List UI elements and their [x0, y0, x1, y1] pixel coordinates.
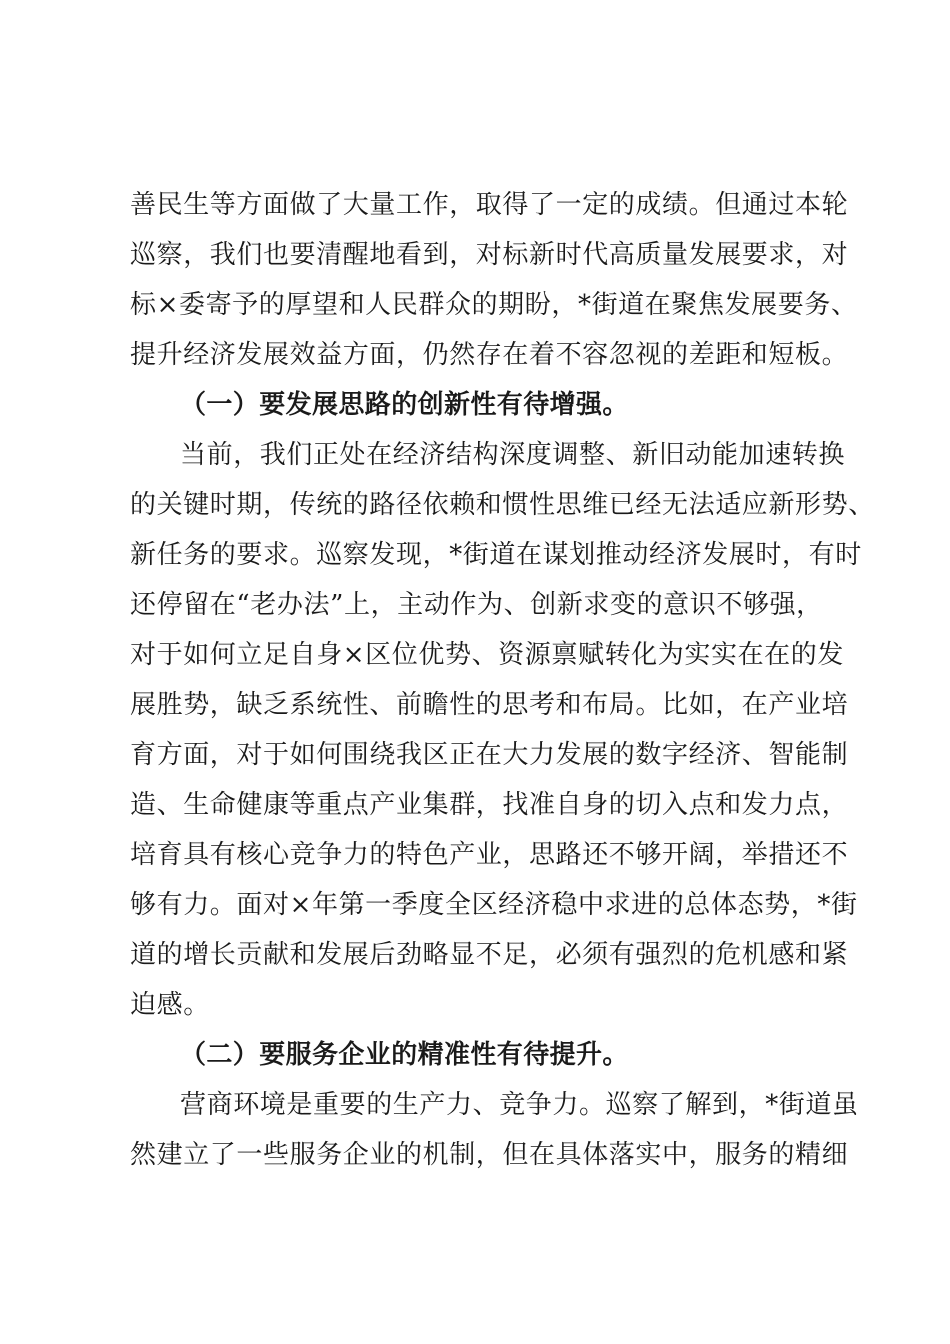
body-line: 然建立了一些服务企业的机制，但在具体落实中，服务的精细	[130, 1140, 849, 1170]
body-line: 够有力。面对×年第一季度全区经济稳中求进的总体态势，*街	[130, 890, 858, 920]
body-line: 提升经济发展效益方面，仍然存在着不容忽视的差距和短板。	[130, 340, 849, 370]
body-line: 新任务的要求。巡察发现，*街道在谋划推动经济发展时，有时	[130, 540, 862, 570]
body-line: 对于如何立足自身×区位优势、资源禀赋转化为实实在在的发	[130, 640, 844, 670]
body-line: 当前，我们正处在经济结构深度调整、新旧动能加速转换	[180, 440, 846, 470]
body-line: 的关键时期，传统的路径依赖和惯性思维已经无法适应新形势、	[130, 490, 875, 520]
body-line: 展胜势，缺乏系统性、前瞻性的思考和布局。比如，在产业培	[130, 690, 849, 720]
section-heading: （二）要服务企业的精准性有待提升。	[180, 1040, 629, 1070]
body-line: 培育具有核心竞争力的特色产业，思路还不够开阔，举措还不	[130, 840, 849, 870]
body-line: 育方面，对于如何围绕我区正在大力发展的数字经济、智能制	[130, 740, 849, 770]
body-line: 道的增长贡献和发展后劲略显不足，必须有强烈的危机感和紧	[130, 940, 849, 970]
body-line: 还停留在“老办法”上，主动作为、创新求变的意识不够强，	[130, 590, 823, 620]
body-line: 巡察，我们也要清醒地看到，对标新时代高质量发展要求，对	[130, 240, 849, 270]
section-heading: （一）要发展思路的创新性有待增强。	[180, 390, 629, 420]
body-line: 标×委寄予的厚望和人民群众的期盼，*街道在聚焦发展要务、	[130, 290, 858, 320]
body-line: 迫感。	[130, 990, 210, 1020]
body-line: 造、生命健康等重点产业集群，找准自身的切入点和发力点，	[130, 790, 849, 820]
body-line: 善民生等方面做了大量工作，取得了一定的成绩。但通过本轮	[130, 190, 849, 220]
body-line: 营商环境是重要的生产力、竞争力。巡察了解到，*街道虽	[180, 1090, 859, 1120]
